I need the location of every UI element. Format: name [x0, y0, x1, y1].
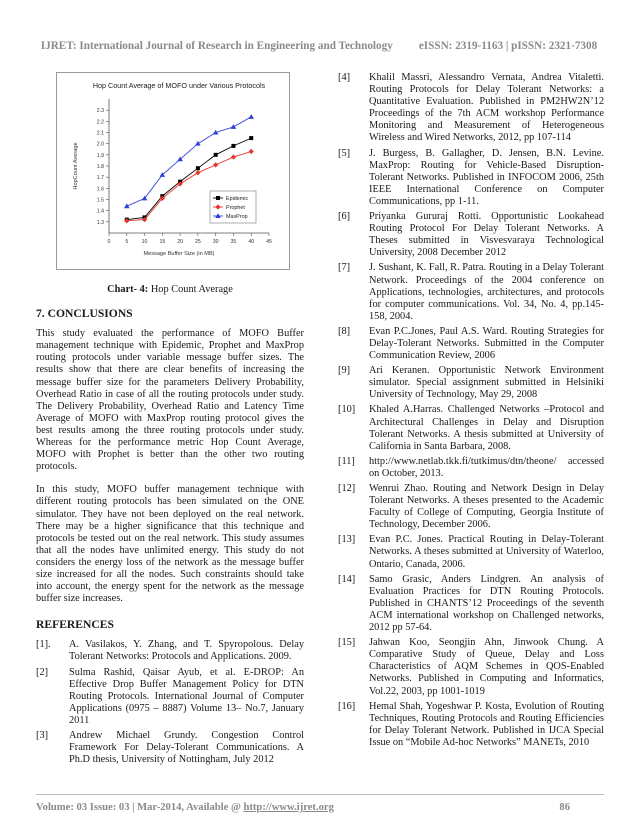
page-number: 86: [559, 802, 570, 813]
data-point-epidemic: [231, 144, 235, 148]
chart-caption: [36, 284, 304, 296]
data-point-prophet: [195, 170, 200, 175]
references-left: [36, 639, 304, 766]
reference-text: Sulma Rashid, Qaisar Ayub, et al. E-DROP: An Effective Drop Buffer Management Policy for DTN Routing Protocols. International Journal of Computer Applications (0975 – 8887) Volume 13– No.7, January 2011: [69, 666, 304, 726]
hop-count-chart: [57, 73, 289, 269]
y-tick-label: 1.9: [96, 152, 104, 159]
reference-text: Khaled A.Harras. Challenged Networks –Protocol and Architectural Challenges in Delay and Disruption Tolerant Networks. A thesis submitted at University of California in Santa Barbara, 2008.: [369, 404, 604, 452]
legend-entry: Prophet: [226, 205, 245, 211]
reference-text: Evan P.C.Jones, Paul A.S. Ward. Routing Strategies for Delay-Tolerant Networks. Submitted in the Computer Communication Review, 2006: [369, 325, 604, 362]
x-tick-label: 15: [159, 239, 166, 245]
reference-text: Evan P.C. Jones. Practical Routing in Delay-Tolerant Networks. A theses submitted at University of Waterloo, Ontario, Canada, 2006.: [369, 534, 604, 570]
reference-number: [15]: [338, 637, 356, 649]
y-tick-label: 1.5: [96, 197, 104, 204]
reference-number: [9]: [338, 365, 351, 377]
data-point-epidemic: [249, 136, 253, 140]
caption-text: Hop Count Average: [148, 284, 233, 295]
data-point-epidemic: [214, 153, 218, 157]
x-axis-label: Message Buffer Size (in MB): [143, 251, 215, 257]
left-column: [36, 72, 304, 769]
reference-number: [10]: [338, 404, 356, 416]
y-tick-label: 1.4: [96, 208, 104, 215]
reference-item: [338, 456, 604, 480]
conclusions-heading: 7. CONCLUSIONS: [36, 307, 133, 321]
reference-item: [338, 262, 604, 322]
journal-title: IJRET: International Journal of Research in Engineering and Technology: [40, 40, 393, 52]
x-tick-label: 10: [141, 239, 148, 245]
reference-text: Khalil Massri, Alessandro Vernata, Andrea Vitaletti. Routing Protocols for Delay Tolerant Networks: a Quantitative Evaluation. Published in PM2HW2N’12 Proceedings of the 7th ACM workshop Performance Monitoring and Measurement of Heterogeneous Wireless and Wired Networks, 2012, pp 107-114: [369, 72, 604, 144]
reference-text: Priyanka Gururaj Rotti. Opportunistic Lookahead Routing Protocol For Delay Tolerant Networks. A Theses submitted in Visvesvaraya Technological University, 2008 December 2012: [369, 211, 604, 259]
right-column: [338, 72, 604, 752]
x-tick-label: 5: [125, 239, 129, 245]
x-tick-label: 25: [194, 239, 201, 245]
legend-marker: [216, 196, 220, 200]
reference-number: [6]: [338, 211, 351, 223]
page-header: [0, 40, 638, 52]
page-footer: [36, 802, 604, 813]
data-point-prophet: [231, 154, 236, 159]
reference-text: Hemal Shah, Yogeshwar P. Kosta, Evolution of Routing Techniques, Routing Protocols and Routing Efficiencies for Delay Tolerant Network. Published in IJCA Special Issue on “Mobile Ad-hoc Networks” MANETs, 2010: [369, 700, 604, 748]
data-point-prophet: [249, 149, 254, 154]
legend-entry: MaxProp: [226, 214, 248, 220]
x-tick-label: 40: [248, 239, 255, 245]
data-point-epidemic: [196, 166, 200, 170]
y-tick-label: 2.3: [96, 108, 104, 115]
reference-number: [3]: [36, 730, 49, 741]
legend-entry: Epidemic: [226, 196, 249, 202]
data-point-maxprop: [195, 141, 201, 146]
reference-text: Wenrui Zhao. Routing and Network Design in Delay Tolerant Networks. A theses presented to the Academic Faculty of College of Computing, Georgia Institute of Technology, December 2006.: [369, 483, 604, 531]
data-point-prophet: [213, 162, 218, 167]
reference-item: [338, 701, 604, 749]
x-tick-label: 20: [177, 239, 184, 245]
x-tick-label: 45: [266, 239, 272, 245]
conclusions-paragraph-2: In this study, MOFO buffer management technique with different routing protocols has been simulated on the ONE simulator. They have not been deployed on the real network. There may be a higher significance that this technique and protocols be tested out on the real network. This study assumes that all the nodes have unlimited energy. This study do not considers the energy loss of the network as the message buffer size increased for all the nodes. Such constraints should take into account, the energy spent for the network as the message buffer size increases.: [36, 484, 304, 605]
y-axis-label: HopCount Average: [73, 142, 79, 190]
data-point-maxprop: [248, 114, 254, 119]
reference-number: [1].: [36, 639, 51, 651]
y-tick-label: 1.3: [96, 219, 104, 226]
reference-number: [4]: [338, 72, 351, 83]
reference-item: [338, 404, 604, 452]
reference-number: [5]: [338, 147, 351, 159]
reference-number: [16]: [338, 700, 356, 712]
y-tick-label: 1.8: [96, 164, 104, 170]
x-tick-label: 35: [230, 239, 237, 245]
chart-title: Hop Count Average of MOFO under Various Protocols: [92, 81, 266, 90]
reference-text: http://www.netlab.tkk.fi/tutkimus/dtn/theone/ accessed on October, 2013.: [369, 455, 604, 479]
reference-number: [7]: [338, 262, 351, 274]
data-point-maxprop: [231, 124, 237, 129]
x-tick-label: 0: [107, 239, 111, 245]
reference-item: [36, 667, 304, 727]
issn-text: eISSN: 2319-1163 | pISSN: 2321-7308: [418, 40, 598, 52]
y-tick-label: 1.7: [96, 175, 104, 182]
chart-figure: [56, 72, 290, 270]
reference-item: [338, 483, 604, 531]
footer-divider: [36, 794, 604, 795]
footer-link[interactable]: http://www.ijret.org: [243, 802, 334, 813]
y-tick-label: 1.6: [96, 186, 104, 193]
references-heading: REFERENCES: [36, 618, 114, 632]
reference-number: [13]: [338, 534, 356, 546]
x-tick-label: 30: [212, 239, 219, 245]
reference-text: Ari Keranen. Opportunistic Network Environment simulator. Special assignment submitted in Helsiniki University of Technology, May 29, 2008: [369, 365, 604, 401]
footer-volume: Volume: 03 Issue: 03 | Mar-2014, Available @: [36, 802, 244, 813]
reference-text: A. Vasilakos, Y. Zhang, and T. Spyropolous. Delay Tolerant Networks: Protocols and Applications. 2009.: [69, 639, 304, 663]
reference-text: Jahwan Koo, Seongjin Ahn, Jinwook Chung. A Comparative Study of Queue, Delay and Loss Characteristics of AQM Schemes in QOS-Enabled Networks. Published in Computing and Informatics, Vol.22, 2003, pp 1001-1019: [369, 637, 604, 697]
reference-number: [11]: [338, 455, 355, 467]
reference-item: [338, 148, 604, 208]
reference-text: J. Burgess, B. Gallagher, D. Jensen, B.N. Levine. MaxProp: Routing for Vehicle-Based Disruption-Tolerant Networks. Published in INFOCOM 2006, 25th IEEE International Conference on Computer Communications, pp 1-11.: [369, 147, 604, 207]
reference-item: [338, 211, 604, 259]
caption-label: Chart- 4:: [107, 284, 149, 295]
reference-text: J. Sushant, K. Fall, R. Patra. Routing in a Delay Tolerant Network. Proceedings of the 2004 conference on Applications, technologies, architectures, and protocols for computer communications. Vol. 34, No. 4, pp.145-158, 2004.: [369, 262, 604, 322]
reference-number: [2]: [36, 666, 49, 678]
reference-number: [8]: [338, 325, 351, 337]
y-tick-label: 2.0: [96, 141, 104, 148]
conclusions-paragraph-1: This study evaluated the performance of MOFO Buffer management technique with Epidemic, Prophet and MaxProp routing protocols under variable message buffer sizes. The results show that there are clear benefits of increasing the message buffer size for the parameters Delivery Probability, Overhead Ratio in case of all the routing protocols under study. The Delivery Probability, Overhead Ratio and Latency Time Average of MOFO with MaxProp routing protocol gives the best results among the three routing protocols under study. Whereas for the performance metric Hop Count Average, MOFO with Prophet is better than the other two routing protocols.: [36, 328, 304, 473]
reference-item: [36, 639, 304, 663]
reference-text: Andrew Michael Grundy. Congestion Control Framework For Delay-Tolerant Communications. A Ph.D thesis, University of Nottingham, July 2012: [69, 730, 304, 766]
reference-item: [36, 730, 304, 766]
y-tick-label: 2.2: [96, 119, 104, 126]
reference-item: [338, 326, 604, 362]
reference-item: [338, 574, 604, 634]
reference-item: [338, 534, 604, 570]
reference-text: Samo Grasic, Anders Lindgren. An analysis of Evaluation Practices for DTN Routing Protocols. Published in CHANTS’12 Proceedings of the seventh ACM international workshop on Challenged networks, 2012 pp 57-64.: [369, 573, 604, 634]
reference-item: [338, 72, 604, 145]
reference-item: [338, 365, 604, 401]
reference-number: [14]: [338, 573, 356, 585]
reference-item: [338, 637, 604, 697]
y-tick-label: 2.1: [96, 130, 104, 137]
reference-number: [12]: [338, 483, 356, 494]
